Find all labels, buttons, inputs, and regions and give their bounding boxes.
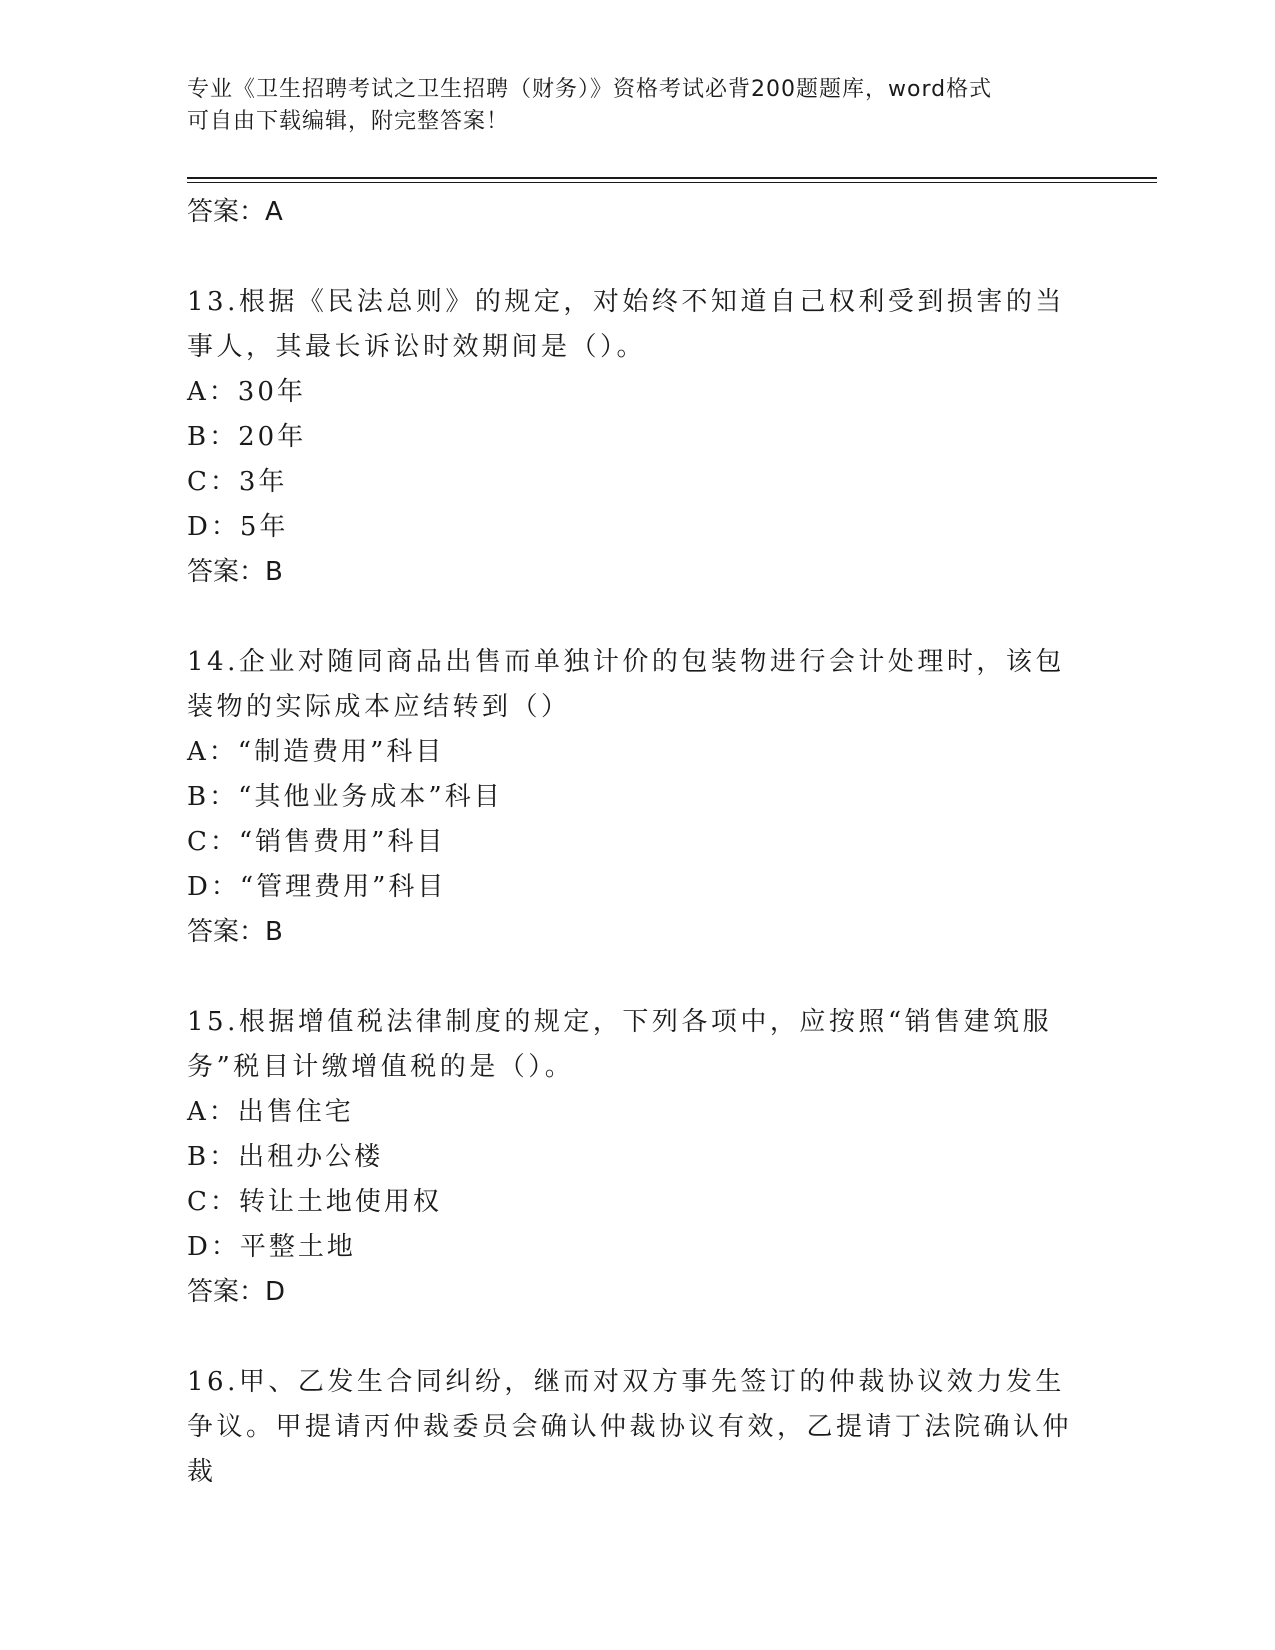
question-15-text: 15.根据增值税法律制度的规定，下列各项中，应按照“销售建筑服务”税目计缴增值税的是（）。: [187, 1007, 1053, 1082]
question-14-option-d: D：“管理费用”科目: [187, 872, 447, 902]
question-15-option-b: B：出租办公楼: [187, 1142, 384, 1172]
question-14-text: 14.企业对随同商品出售而单独计价的包装物进行会计处理时，该包装物的实际成本应结转到（）: [187, 647, 1065, 722]
question-13-text: 13.根据《民法总则》的规定，对始终不知道自己权利受到损害的当事人，其最长诉讼时效期间是（）。: [187, 287, 1065, 362]
header-line-2: 可自由下载编辑，附完整答案！: [187, 109, 510, 134]
question-14-option-a: A：“制造费用”科目: [187, 737, 445, 767]
question-13-answer: 答案：B: [187, 557, 283, 587]
header-divider-thin: [187, 182, 1157, 183]
question-16-text: 16.甲、乙发生合同纠纷，继而对双方事先签订的仲裁协议效力发生争议。甲提请丙仲裁委员会确认仲裁协议有效，乙提请丁法院确认仲裁: [187, 1367, 1073, 1487]
question-15-option-d: D：平整土地: [187, 1232, 356, 1262]
question-13-option-d: D：5年: [187, 512, 289, 542]
spacer: [187, 955, 1077, 1000]
document-header: [187, 74, 1067, 138]
question-15-answer: 答案：D: [187, 1277, 286, 1307]
header-divider-thick: [187, 177, 1157, 179]
question-14-option-b: B：“其他业务成本”科目: [187, 782, 503, 812]
spacer: [187, 1315, 1077, 1360]
spacer: [187, 595, 1077, 640]
question-list: [187, 190, 1077, 1495]
question-14-option-c: C：“销售费用”科目: [187, 827, 446, 857]
question-15-option-c: C：转让土地使用权: [187, 1187, 442, 1217]
question-14-answer: 答案：B: [187, 917, 283, 947]
previous-answer: 答案：A: [187, 197, 283, 227]
spacer: [187, 235, 1077, 280]
question-15-option-a: A：出售住宅: [187, 1097, 354, 1127]
question-13-option-a: A：30年: [187, 377, 306, 407]
header-line-1: 专业《卫生招聘考试之卫生招聘（财务）》资格考试必背200题题库，word格式: [187, 77, 993, 102]
question-13-option-b: B：20年: [187, 422, 307, 452]
question-13-option-c: C：3年: [187, 467, 288, 497]
